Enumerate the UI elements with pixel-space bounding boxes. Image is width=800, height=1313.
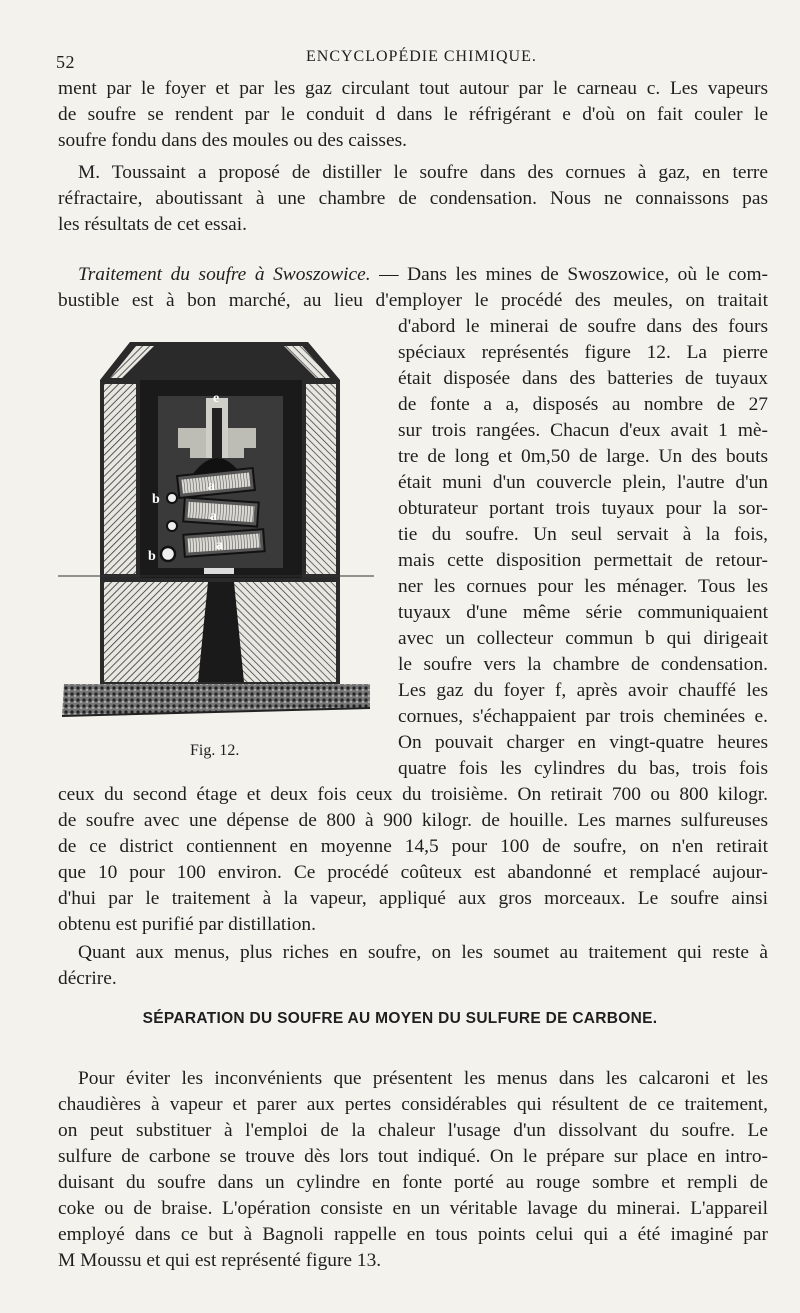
text-line: M Moussu et qui est représenté figure 13. <box>58 1250 382 1271</box>
text-line: sur trois rangées. Chacun d'eux avait 1 mè- <box>398 420 768 441</box>
text-line: tuyaux d'une même série communiquaient <box>398 602 768 623</box>
text-line: de soufre se rendent par le conduit d dans le réfrigérant e d'où on fait couler le <box>58 104 768 125</box>
running-title: ENCYCLOPÉDIE CHIMIQUE. <box>306 48 537 65</box>
paragraph-3-tail <box>58 782 768 938</box>
text-line: spéciaux représentés figure 12. La pierre <box>398 342 768 363</box>
text-line: d'hui par le traitement à la vapeur, appliqué aux gros morceaux. Le soufre ainsi <box>58 888 768 909</box>
text-line: que 10 pour 100 environ. Ce procédé coûteux est abandonné et remplacé aujour- <box>58 862 768 883</box>
text-line <box>58 262 768 288</box>
figure-12 <box>58 338 378 733</box>
text-line: obtenu est purifié par distillation. <box>58 914 316 935</box>
furnace-illustration <box>58 338 378 733</box>
figure-wrap-text <box>398 314 768 782</box>
text-line: bustible est à bon marché, au lieu d'employer le procédé des meules, on traitait <box>58 290 768 311</box>
paragraph-4 <box>58 940 768 992</box>
text-line: d'abord le minerai de soufre dans des fours <box>398 316 768 337</box>
text-line: Les gaz du foyer f, après avoir chauffé les <box>398 680 768 701</box>
retort-middle <box>183 497 258 526</box>
label-e: e <box>213 391 220 406</box>
figure-caption: Fig. 12. <box>190 742 240 759</box>
text-line: le soufre vers la chambre de condensation. <box>398 654 768 675</box>
text-fragment: — Dans les mines de Swoszowice, où le com- <box>370 264 768 285</box>
text-line: ceux du second étage et deux fois ceux du troisième. On retirait 700 ou 800 kilogr. <box>58 784 768 805</box>
text-line: quatre fois les cylindres du bas, trois fois <box>398 758 768 779</box>
text-line: était disposée dans des batteries de tuyaux <box>398 368 768 389</box>
label-a: a <box>216 538 223 553</box>
paragraph-3-head <box>58 262 768 314</box>
section-title: SÉPARATION DU SOUFRE AU MOYEN DU SULFURE DE CARBONE. <box>142 1010 658 1027</box>
paragraph-5 <box>58 1066 768 1274</box>
text-line: de fonte a a, disposés au nombre de 27 <box>398 394 768 415</box>
label-b: b <box>148 549 156 564</box>
retort-bottom <box>183 529 264 557</box>
text-line: réfractaire, aboutissant à une chambre de condensation. Nous ne connaissons pas <box>58 188 768 209</box>
text-line: Quant aux menus, plus riches en soufre, on les soumet au traitement qui reste à <box>78 942 768 963</box>
label-b: b <box>152 492 160 507</box>
text-line: soufre fondu dans des moules ou des caisses. <box>58 130 407 151</box>
text-line: avec un collecteur commun b qui dirigeait <box>398 628 768 649</box>
text-line: les résultats de cet essai. <box>58 214 247 235</box>
paragraph-1 <box>58 76 768 154</box>
page-number: 52 <box>56 52 75 72</box>
text-line: On pouvait charger en vingt-quatre heures <box>398 732 768 753</box>
text-line: obturateur portant trois tuyaux pour la sor- <box>398 498 768 519</box>
text-line: mais cette disposition permettait de retour- <box>398 550 768 571</box>
text-line: tie du soufre. Un seul servait à la fois, <box>398 524 768 545</box>
text-line: de ce district contiennent en moyenne 14,5 pour 100 de soufre, on n'en retirait <box>58 836 768 857</box>
text-line: Pour éviter les inconvénients que présentent les menus dans les calcaroni et les <box>78 1068 768 1089</box>
text-line: de soufre avec une dépense de 800 à 900 kilogr. de houille. Les marnes sulfureuses <box>58 810 768 831</box>
text-line: était muni d'un couvercle plein, l'autre d'un <box>398 472 768 493</box>
text-line: coke ou de braise. L'opération consiste en un véritable lavage du minerai. L'appareil <box>58 1198 768 1219</box>
text-line: employé dans ce but à Bagnoli rappelle en tous points celui qui a été imaginé par <box>58 1224 768 1245</box>
text-line: M. Toussaint a proposé de distiller le soufre dans des cornues à gaz, en terre <box>78 162 768 183</box>
subsection-title: Traitement du soufre à Swoszowice. <box>78 264 371 285</box>
text-line: tre de long et 0m,50 de large. Un des bouts <box>398 446 768 467</box>
text-line: chaudières à vapeur et parer aux pertes considérables qui résultent de ce traitement, <box>58 1094 768 1115</box>
text-line: on peut substituer à l'emploi de la chaleur l'usage d'un dissolvant du soufre. Le <box>58 1120 768 1141</box>
text-line: duisant du soufre dans un cylindre en fonte porté au rouge sombre et rempli de <box>58 1172 768 1193</box>
label-a: a <box>208 479 215 494</box>
paragraph-2 <box>58 160 768 238</box>
running-head <box>56 46 770 70</box>
text-line: cornues, s'échappaient par trois cheminées e. <box>398 706 768 727</box>
text-line: décrire. <box>58 968 117 989</box>
label-a: a <box>210 509 217 524</box>
text-line: ment par le foyer et par les gaz circulant tout autour par le carneau c. Les vapeurs <box>58 78 768 99</box>
text-line: ner les cornues pour les ménager. Tous les <box>398 576 768 597</box>
text-line: sulfure de carbone se trouve dès lors tout indiqué. On le prépare sur place en intro- <box>58 1146 768 1167</box>
